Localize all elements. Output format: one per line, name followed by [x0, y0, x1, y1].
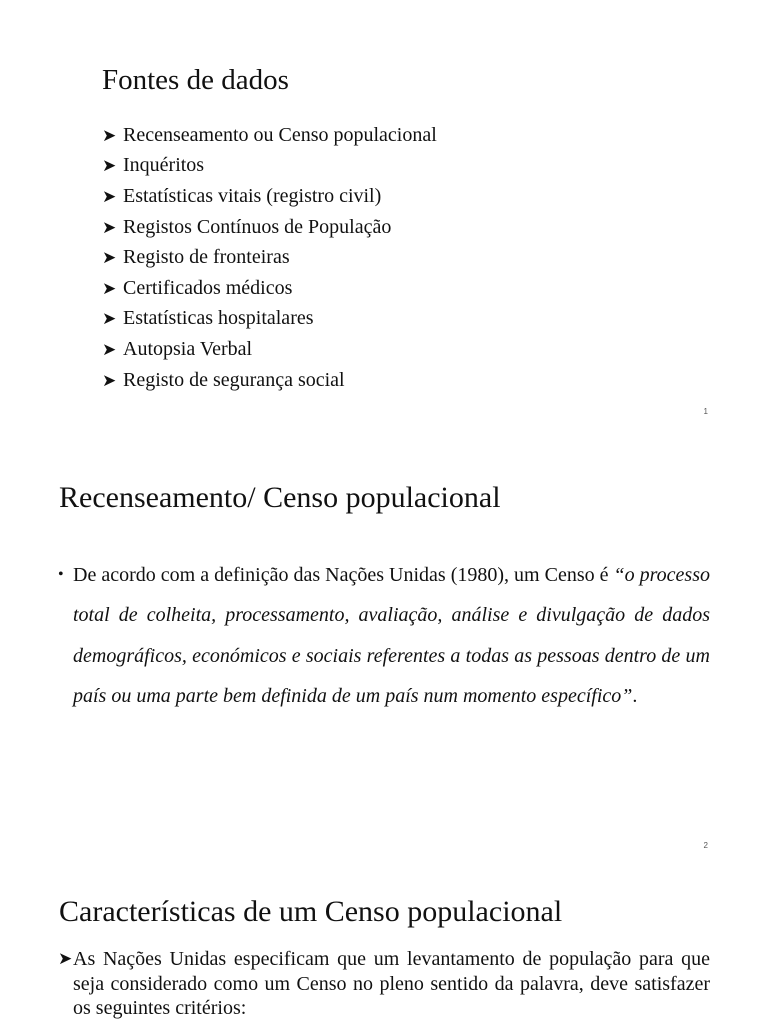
arrow-bullet-icon: ➤: [102, 339, 117, 359]
list-item-label: Recenseamento ou Censo populacional: [123, 123, 437, 146]
list-item: [102, 120, 437, 151]
list-item-label: Estatísticas vitais (registro civil): [123, 184, 382, 207]
list-item: [102, 242, 437, 273]
arrow-bullet-icon: ➤: [102, 370, 117, 390]
arrow-bullet-icon: ➤: [102, 217, 117, 237]
data-sources-list: [102, 120, 437, 395]
list-item: [102, 212, 437, 243]
arrow-bullet-icon: ➤: [102, 278, 117, 298]
list-item: [102, 181, 437, 212]
list-item-label: Estatísticas hospitalares: [123, 307, 314, 330]
dot-bullet-icon: •: [58, 566, 64, 583]
list-item: [102, 273, 437, 304]
slide-title: Recenseamento/ Censo populacional: [59, 481, 501, 514]
slide-caracteristicas: [0, 860, 768, 1024]
page-number: 2: [703, 841, 708, 850]
definition-quote: “o processo total de colheita, processamento, avaliação, análise e divulgação de dados demográficos, económicos e sociais referentes a todas as pessoas dentro de um país ou uma parte bem definida de um país num momento específico”: [73, 564, 710, 707]
definition-intro: De acordo com a definição das Nações Unidas (1980), um Censo é: [73, 564, 614, 586]
criteria-paragraph: As Nações Unidas especificam que um levantamento de população para que seja considerado como um Censo no pleno sentido da palavra, deve satisfazer os seguintes critérios:: [73, 948, 710, 1019]
arrow-bullet-icon: ➤: [58, 949, 73, 968]
list-item: [102, 365, 437, 396]
list-item: [102, 334, 437, 365]
arrow-bullet-icon: ➤: [102, 125, 117, 145]
arrow-bullet-icon: ➤: [102, 248, 117, 268]
slide-recenseamento: [0, 430, 768, 860]
list-item-label: Registos Contínuos de População: [123, 215, 392, 238]
list-item-label: Inquéritos: [123, 154, 205, 177]
arrow-bullet-icon: ➤: [102, 156, 117, 176]
criteria-block: [58, 947, 710, 1021]
list-item-label: Registo de segurança social: [123, 368, 345, 391]
list-item-label: Certificados médicos: [123, 276, 293, 299]
definition-block: [58, 555, 710, 716]
slide-title: Características de um Censo populacional: [59, 895, 563, 928]
arrow-bullet-icon: ➤: [102, 186, 117, 206]
definition-end: .: [632, 684, 638, 707]
list-item-label: Autopsia Verbal: [123, 337, 253, 360]
definition-paragraph: [73, 555, 710, 716]
list-item: [102, 151, 437, 182]
page-number: 1: [703, 407, 708, 416]
slide-fontes-de-dados: [0, 0, 768, 430]
list-item-label: Registo de fronteiras: [123, 246, 290, 269]
list-item: [102, 304, 437, 335]
slide-title: Fontes de dados: [102, 64, 289, 96]
arrow-bullet-icon: ➤: [102, 309, 117, 329]
